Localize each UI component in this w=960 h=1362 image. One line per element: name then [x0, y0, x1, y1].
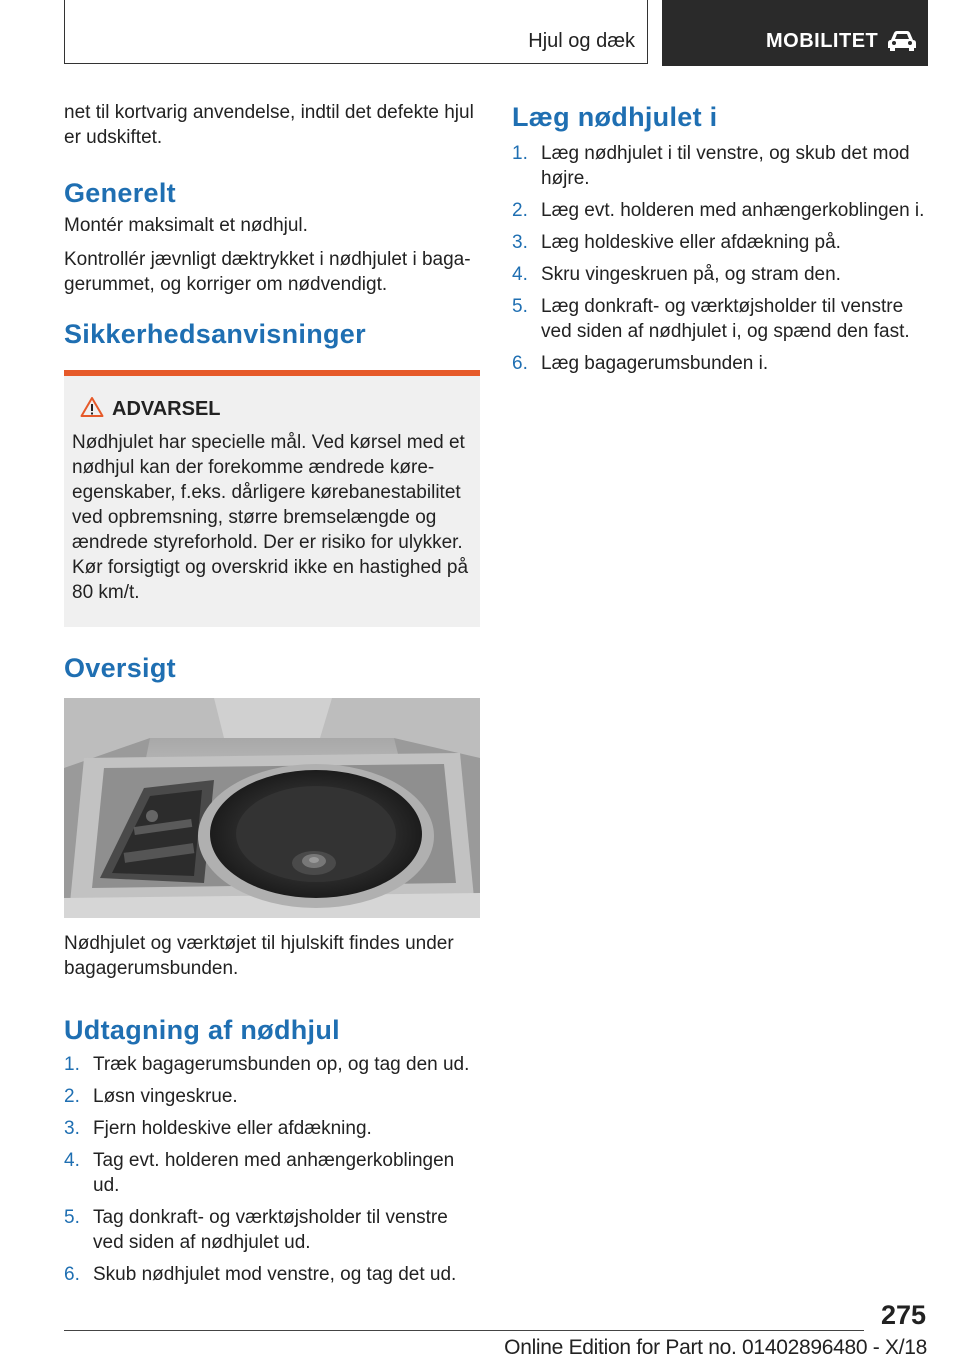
step-text: Skub nødhjulet mod venstre, og tag det ud. — [93, 1264, 457, 1285]
trunk-spare-wheel-illustration — [64, 698, 480, 918]
list-item — [512, 294, 928, 344]
right-column — [512, 100, 928, 383]
warning-header — [72, 396, 470, 424]
list-item — [64, 1084, 480, 1109]
step-text: Tag evt. holderen med anhængerkoblingen ud. — [93, 1150, 455, 1196]
heading-sikkerhedsanvisninger: Sikkerhedsanvisninger — [64, 319, 366, 349]
intro-text: net til kortvarig anvendelse, indtil det defekte hjul er udskiftet. — [64, 102, 474, 148]
step-number: 5. — [512, 296, 528, 317]
step-number: 6. — [64, 1264, 80, 1285]
list-item — [512, 351, 928, 376]
footer-edition: Online Edition for Part no. 01402896480 - X/18 — [504, 1336, 927, 1359]
step-text: Læg nødhjulet i til venstre, og skub det mod højre. — [541, 143, 910, 189]
warning-triangle-icon — [80, 396, 104, 418]
heading-oversigt: Oversigt — [64, 653, 176, 683]
step-text: Fjern holdeskive eller afdækning. — [93, 1118, 372, 1139]
list-item — [512, 262, 928, 287]
list-item — [64, 1205, 480, 1255]
figure-caption: Nødhjulet og værktøjet til hjulskift findes under bagagerumsbunden. — [64, 933, 454, 979]
heading-generelt: Generelt — [64, 178, 176, 208]
list-item — [512, 198, 928, 223]
step-number: 3. — [512, 232, 528, 253]
step-number: 1. — [64, 1054, 80, 1075]
generelt-para-2: Kontrollér jævnligt dæktrykket i nødhjulet i bagagerummet, og korriger om nødvendigt. — [64, 249, 471, 295]
car-icon — [886, 28, 918, 52]
left-column — [64, 100, 480, 1294]
warning-text: Nødhjulet har specielle mål. Ved kørsel med et nødhjul kan der forekomme ændrede køreegenskaber, f.eks. dårligere kørebanestabilitet ved opbremsning, større bremselængde og ændrede styreforhold. Der er risiko for ulykker. Kør forsigtigt og overskrid ikke en hastighed på 80 km/t. — [72, 432, 469, 603]
page-header — [64, 0, 928, 66]
footer-divider — [64, 1330, 864, 1331]
section-tab — [64, 0, 648, 64]
warning-label: ADVARSEL — [112, 398, 221, 420]
step-number: 6. — [512, 353, 528, 374]
list-item — [64, 1052, 480, 1077]
step-text: Tag donkraft- og værktøjsholder til venstre ved siden af nødhjulet ud. — [93, 1207, 448, 1253]
list-item — [64, 1116, 480, 1141]
section-title: Hjul og dæk — [528, 30, 635, 52]
heading-udtagning: Udtagning af nødhjul — [64, 1015, 340, 1045]
laeg-steps — [512, 141, 928, 376]
step-text: Løsn vingeskrue. — [93, 1086, 238, 1107]
step-number: 4. — [64, 1150, 80, 1171]
udtagning-steps — [64, 1052, 480, 1287]
list-item — [512, 230, 928, 255]
list-item — [64, 1148, 480, 1198]
list-item — [512, 141, 928, 191]
chapter-tab — [662, 0, 928, 66]
step-number: 2. — [64, 1086, 80, 1107]
list-item — [64, 1262, 480, 1287]
step-text: Læg donkraft- og værktøjsholder til venstre ved siden af nødhjulet i, og spænd den fast. — [541, 296, 910, 342]
step-number: 4. — [512, 264, 528, 285]
step-number: 5. — [64, 1207, 80, 1228]
warning-box — [64, 370, 480, 627]
step-text: Skru vingeskruen på, og stram den. — [541, 264, 841, 285]
step-number: 3. — [64, 1118, 80, 1139]
generelt-para-1: Montér maksimalt et nødhjul. — [64, 215, 308, 236]
chapter-label: MOBILITET — [766, 30, 879, 52]
step-text: Læg evt. holderen med anhængerkoblingen i. — [541, 200, 925, 221]
step-text: Læg bagagerumsbunden i. — [541, 353, 769, 374]
step-number: 2. — [512, 200, 528, 221]
heading-laeg-nodhjulet-i: Læg nødhjulet i — [512, 102, 718, 132]
step-number: 1. — [512, 143, 528, 164]
step-text: Læg holdeskive eller afdækning på. — [541, 232, 841, 253]
page-number: 275 — [880, 1300, 926, 1330]
step-text: Træk bagagerumsbunden op, og tag den ud. — [93, 1054, 470, 1075]
